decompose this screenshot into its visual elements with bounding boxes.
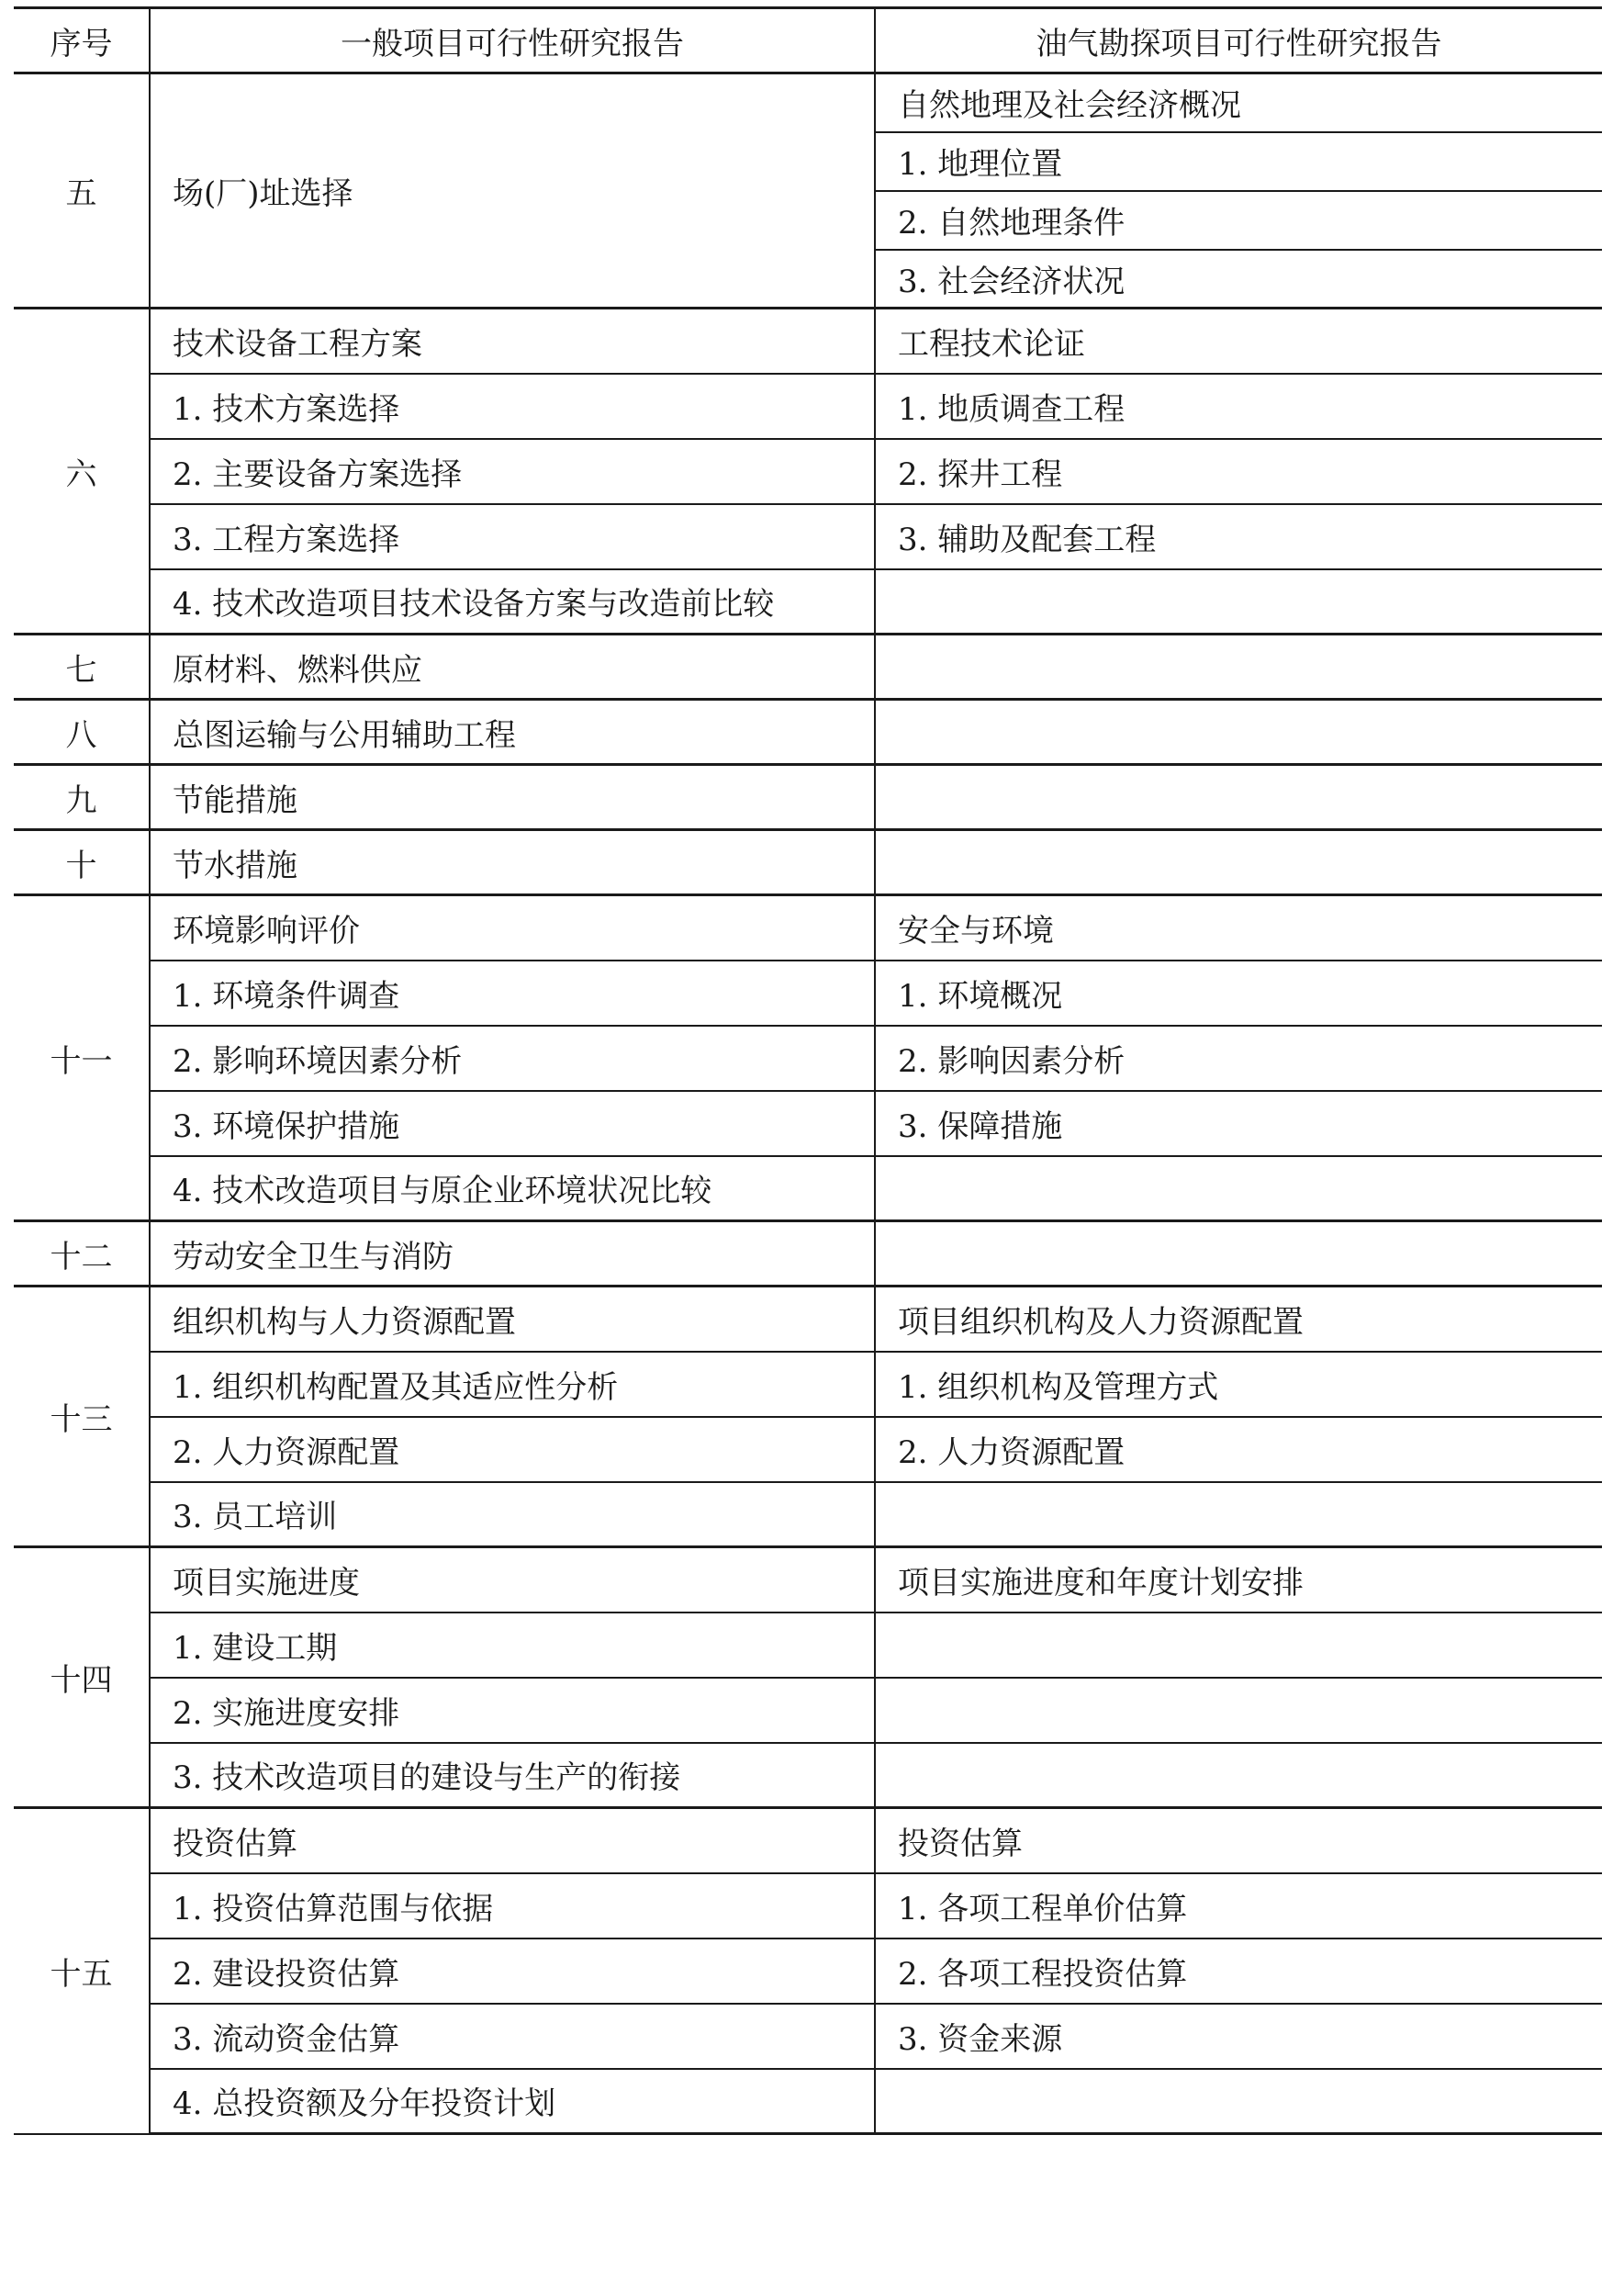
section-number: 十	[14, 830, 150, 895]
table-row	[14, 1613, 1602, 1678]
general-item: 3. 技术改造项目的建设与生产的衔接	[150, 1743, 875, 1808]
general-item: 项目实施进度	[150, 1547, 875, 1613]
oil-item	[875, 700, 1602, 765]
table-row	[14, 1547, 1602, 1613]
general-item: 劳动安全卫生与消防	[150, 1221, 875, 1287]
general-item: 总图运输与公用辅助工程	[150, 700, 875, 765]
section-number: 十四	[14, 1547, 150, 1808]
table-row	[14, 439, 1602, 504]
section-number: 八	[14, 700, 150, 765]
oil-item: 3. 资金来源	[875, 2004, 1602, 2069]
oil-item: 2. 人力资源配置	[875, 1417, 1602, 1482]
header-general: 一般项目可行性研究报告	[150, 8, 875, 73]
oil-item	[875, 765, 1602, 830]
oil-item: 1. 地质调查工程	[875, 374, 1602, 439]
section-number: 十五	[14, 1808, 150, 2134]
oil-item: 工程技术论证	[875, 309, 1602, 374]
section-9	[14, 765, 1602, 830]
table-row	[14, 2069, 1602, 2134]
general-item: 2. 实施进度安排	[150, 1678, 875, 1743]
section-number: 十二	[14, 1221, 150, 1287]
general-item: 3. 环境保护措施	[150, 1091, 875, 1156]
table-row	[14, 504, 1602, 569]
general-item: 技术设备工程方案	[150, 309, 875, 374]
general-item: 1. 组织机构配置及其适应性分析	[150, 1352, 875, 1417]
table-row	[14, 1873, 1602, 1938]
section-number: 七	[14, 635, 150, 700]
section-number: 五	[14, 73, 150, 309]
section-10	[14, 830, 1602, 895]
section-13	[14, 1287, 1602, 1547]
table-row	[14, 569, 1602, 635]
oil-item	[875, 569, 1602, 635]
table-row	[14, 1287, 1602, 1352]
general-item: 原材料、燃料供应	[150, 635, 875, 700]
general-item: 3. 流动资金估算	[150, 2004, 875, 2069]
table-row	[14, 1678, 1602, 1743]
general-item: 环境影响评价	[150, 895, 875, 961]
oil-item	[875, 1221, 1602, 1287]
oil-item: 3. 辅助及配套工程	[875, 504, 1602, 569]
oil-item: 2. 影响因素分析	[875, 1026, 1602, 1091]
oil-item: 2. 自然地理条件	[875, 191, 1602, 250]
general-item: 场(厂)址选择	[150, 73, 875, 309]
table-row	[14, 1091, 1602, 1156]
oil-item	[875, 1613, 1602, 1678]
table-row	[14, 961, 1602, 1026]
general-item: 1. 投资估算范围与依据	[150, 1873, 875, 1938]
section-7	[14, 635, 1602, 700]
oil-item: 1. 各项工程单价估算	[875, 1873, 1602, 1938]
general-item: 2. 建设投资估算	[150, 1938, 875, 2004]
oil-item: 1. 环境概况	[875, 961, 1602, 1026]
comparison-table	[14, 6, 1602, 2135]
table-row	[14, 1743, 1602, 1808]
oil-item	[875, 830, 1602, 895]
table-row	[14, 1938, 1602, 2004]
general-item: 4. 总投资额及分年投资计划	[150, 2069, 875, 2134]
oil-item: 2. 探井工程	[875, 439, 1602, 504]
table-row	[14, 765, 1602, 830]
table-row	[14, 830, 1602, 895]
oil-item	[875, 1743, 1602, 1808]
table-row	[14, 73, 1602, 132]
section-14	[14, 1547, 1602, 1808]
section-12	[14, 1221, 1602, 1287]
general-item: 3. 工程方案选择	[150, 504, 875, 569]
general-item: 投资估算	[150, 1808, 875, 1873]
general-item: 1. 环境条件调查	[150, 961, 875, 1026]
table-row	[14, 700, 1602, 765]
table-row	[14, 374, 1602, 439]
section-6	[14, 309, 1602, 635]
oil-item: 自然地理及社会经济概况	[875, 73, 1602, 132]
table-row	[14, 635, 1602, 700]
general-item: 4. 技术改造项目与原企业环境状况比较	[150, 1156, 875, 1221]
section-number: 十三	[14, 1287, 150, 1547]
general-item: 组织机构与人力资源配置	[150, 1287, 875, 1352]
oil-item	[875, 1678, 1602, 1743]
table-row	[14, 1417, 1602, 1482]
oil-item: 3. 保障措施	[875, 1091, 1602, 1156]
oil-item: 2. 各项工程投资估算	[875, 1938, 1602, 2004]
general-item: 3. 员工培训	[150, 1482, 875, 1547]
oil-item	[875, 635, 1602, 700]
table-row	[14, 895, 1602, 961]
general-item: 节水措施	[150, 830, 875, 895]
general-item: 1. 技术方案选择	[150, 374, 875, 439]
section-number: 十一	[14, 895, 150, 1221]
oil-item: 1. 组织机构及管理方式	[875, 1352, 1602, 1417]
oil-item: 1. 地理位置	[875, 132, 1602, 191]
table-row	[14, 1808, 1602, 1873]
general-item: 2. 影响环境因素分析	[150, 1026, 875, 1091]
table-row	[14, 2004, 1602, 2069]
oil-item	[875, 1482, 1602, 1547]
oil-item: 3. 社会经济状况	[875, 250, 1602, 309]
table-row	[14, 1482, 1602, 1547]
oil-item	[875, 2069, 1602, 2134]
table-row	[14, 1156, 1602, 1221]
general-item: 2. 人力资源配置	[150, 1417, 875, 1482]
table-row	[14, 1221, 1602, 1287]
oil-item: 安全与环境	[875, 895, 1602, 961]
section-5	[14, 73, 1602, 309]
header-oil: 油气勘探项目可行性研究报告	[875, 8, 1602, 73]
section-number: 六	[14, 309, 150, 635]
table-row	[14, 1026, 1602, 1091]
general-item: 节能措施	[150, 765, 875, 830]
header-seq: 序号	[14, 8, 150, 73]
general-item: 1. 建设工期	[150, 1613, 875, 1678]
oil-item: 项目实施进度和年度计划安排	[875, 1547, 1602, 1613]
table-row	[14, 1352, 1602, 1417]
oil-item	[875, 1156, 1602, 1221]
table-row	[14, 309, 1602, 374]
section-8	[14, 700, 1602, 765]
header-row	[14, 8, 1602, 73]
general-item: 4. 技术改造项目技术设备方案与改造前比较	[150, 569, 875, 635]
section-11	[14, 895, 1602, 1221]
oil-item: 项目组织机构及人力资源配置	[875, 1287, 1602, 1352]
section-number: 九	[14, 765, 150, 830]
section-15	[14, 1808, 1602, 2134]
oil-item: 投资估算	[875, 1808, 1602, 1873]
general-item: 2. 主要设备方案选择	[150, 439, 875, 504]
